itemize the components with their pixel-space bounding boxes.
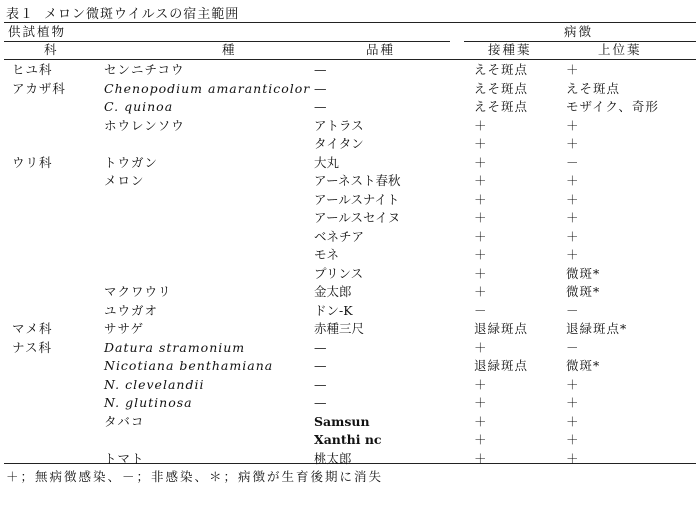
cell-inoculated-leaf: ＋: [474, 154, 488, 170]
cell-inoculated-leaf: ＋: [474, 191, 488, 207]
header-upper-leaf: 上位葉: [598, 42, 642, 57]
cell-cultivar: アールスセイヌ: [314, 210, 401, 225]
cell-inoculated-leaf: ＋: [474, 210, 488, 225]
header-inoculated-leaf: 接種葉: [488, 42, 532, 57]
cell-species: マクワウリ: [104, 284, 172, 299]
cell-species: センニチコウ: [104, 62, 185, 77]
cell-cultivar: —: [314, 80, 327, 96]
cell-inoculated-leaf: ＋: [474, 432, 488, 447]
cell-cultivar: 赤種三尺: [314, 321, 365, 336]
cell-inoculated-leaf: えそ斑点: [474, 62, 529, 77]
cell-upper-leaf: ＋: [566, 395, 580, 410]
cell-upper-leaf: －: [566, 154, 580, 170]
cell-species: Chenopodium amaranticolor: [104, 80, 311, 96]
cell-cultivar: —: [314, 358, 327, 373]
cell-inoculated-leaf: －: [474, 302, 488, 318]
header-group-plants: 供試植物: [8, 24, 67, 39]
cell-upper-leaf: ＋: [566, 191, 580, 207]
cell-cultivar: アトラス: [314, 117, 364, 133]
cell-inoculated-leaf: ＋: [474, 136, 488, 151]
cell-upper-leaf: モザイク、奇形: [566, 99, 659, 114]
cell-cultivar: タイタン: [314, 136, 364, 151]
cell-inoculated-leaf: ＋: [474, 284, 488, 299]
cell-cultivar: 大丸: [314, 154, 340, 170]
cell-species: N. glutinosa: [104, 395, 193, 410]
cell-cultivar: —: [314, 62, 327, 77]
cell-inoculated-leaf: ＋: [474, 247, 488, 262]
header-cultivar: 品種: [366, 42, 396, 57]
cell-family: アカザ科: [12, 80, 66, 96]
cell-species: メロン: [104, 173, 145, 188]
cell-inoculated-leaf: 退緑斑点: [474, 321, 529, 336]
cell-cultivar: —: [314, 376, 327, 392]
cell-species: ササゲ: [104, 321, 145, 336]
cell-upper-leaf: 退緑斑点*: [566, 321, 628, 336]
cell-upper-leaf: ＋: [566, 62, 580, 77]
cell-cultivar: ベネチア: [314, 228, 365, 244]
cell-inoculated-leaf: ＋: [474, 450, 488, 466]
cell-upper-leaf: ＋: [566, 210, 580, 225]
header-rule: [4, 59, 696, 60]
cell-cultivar: —: [314, 395, 327, 410]
cell-inoculated-leaf: ＋: [474, 413, 488, 429]
cell-species: ホウレンソウ: [104, 117, 185, 133]
cell-inoculated-leaf: ＋: [474, 228, 488, 244]
cell-cultivar: Samsun: [314, 413, 370, 429]
cell-upper-leaf: ＋: [566, 247, 580, 262]
cell-inoculated-leaf: ＋: [474, 173, 488, 188]
cell-cultivar: ドン-K: [314, 302, 353, 318]
cell-upper-leaf: 微斑*: [566, 265, 601, 281]
cell-cultivar: Xanthi nc: [314, 432, 382, 447]
cell-family: ウリ科: [12, 154, 53, 170]
cell-species: ユウガオ: [104, 302, 159, 318]
cell-species: トマト: [104, 450, 145, 466]
cell-inoculated-leaf: ＋: [474, 117, 488, 133]
cell-inoculated-leaf: ＋: [474, 339, 488, 355]
header-species: 種: [222, 42, 237, 57]
cell-species: N. clevelandii: [104, 376, 205, 392]
cell-upper-leaf: ＋: [566, 228, 580, 244]
top-rule: [4, 22, 696, 23]
cell-upper-leaf: ＋: [566, 136, 580, 151]
table-title: [6, 3, 239, 22]
cell-upper-leaf: 微斑*: [566, 284, 601, 299]
cell-cultivar: —: [314, 99, 327, 114]
cell-family: マメ科: [12, 321, 53, 336]
cell-species: C. quinoa: [104, 99, 174, 114]
cell-inoculated-leaf: ＋: [474, 265, 488, 281]
cell-upper-leaf: －: [566, 302, 580, 318]
cell-species: トウガン: [104, 154, 159, 170]
cell-cultivar: アーネスト春秋: [314, 173, 401, 188]
cell-species: Nicotiana benthamiana: [104, 358, 274, 373]
cell-cultivar: モネ: [314, 247, 340, 262]
cell-upper-leaf: えそ斑点: [566, 80, 621, 96]
cell-upper-leaf: ＋: [566, 173, 580, 188]
cell-cultivar: アールスナイト: [314, 191, 400, 207]
cell-upper-leaf: ＋: [566, 117, 580, 133]
cell-inoculated-leaf: えそ斑点: [474, 99, 529, 114]
cell-upper-leaf: －: [566, 339, 580, 355]
cell-cultivar: —: [314, 339, 327, 355]
footnote: ＋；無病徴感染、－；非感染、＊；病徴が生育後期に消失: [6, 469, 384, 484]
cell-cultivar: 桃太郎: [314, 450, 352, 466]
table-number: 表１: [6, 7, 35, 22]
cell-inoculated-leaf: 退緑斑点: [474, 358, 529, 373]
cell-upper-leaf: ＋: [566, 376, 580, 392]
cell-family: ナス科: [12, 339, 53, 355]
header-group-symptoms: 病徴: [564, 24, 594, 39]
cell-inoculated-leaf: ＋: [474, 376, 488, 392]
cell-inoculated-leaf: えそ斑点: [474, 80, 529, 96]
cell-cultivar: プリンス: [314, 265, 364, 281]
cell-cultivar: 金太郎: [314, 284, 352, 299]
cell-upper-leaf: ＋: [566, 450, 580, 466]
cell-family: ヒユ科: [12, 62, 53, 77]
cell-species: Datura stramonium: [104, 339, 246, 355]
header-family: 科: [44, 42, 59, 57]
table-caption: メロン微斑ウイルスの宿主範囲: [44, 7, 240, 22]
cell-upper-leaf: ＋: [566, 413, 580, 429]
cell-inoculated-leaf: ＋: [474, 395, 488, 410]
cell-upper-leaf: ＋: [566, 432, 580, 447]
cell-upper-leaf: 微斑*: [566, 358, 601, 373]
cell-species: タバコ: [104, 413, 145, 429]
